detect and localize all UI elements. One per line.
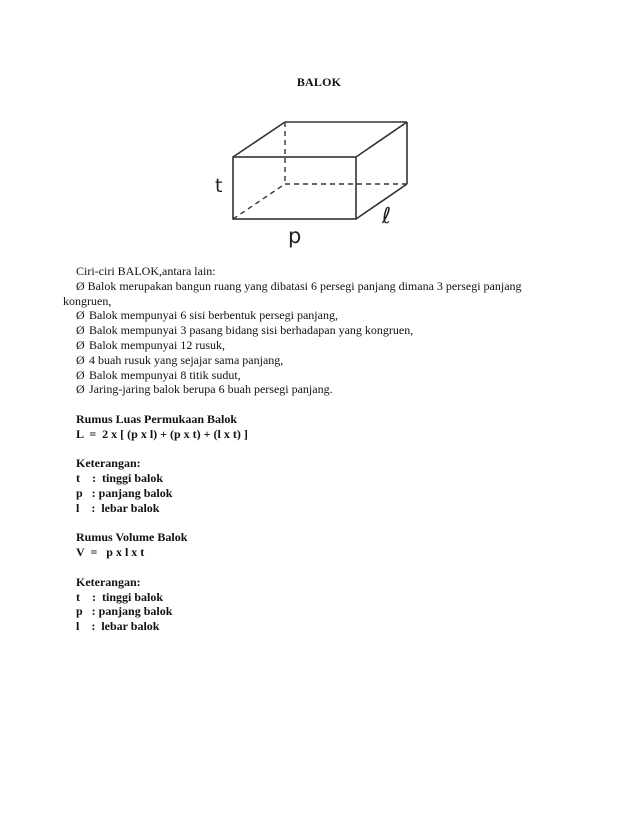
luas-section (76, 412, 566, 442)
list-item (76, 382, 566, 397)
luas-formula: L = 2 x [ (p x l) + (p x t) + (l x t) ] (76, 426, 248, 441)
keterangan-line: p : panjang balok (76, 604, 173, 619)
list-item-text: 4 buah rusuk yang sejajar sama panjang, (89, 352, 284, 367)
list-item (76, 338, 566, 353)
keterangan-line: p : panjang balok (76, 485, 173, 500)
volume-formula: V = p x l x t (76, 545, 145, 560)
label-panjang: p (288, 224, 302, 248)
volume-section (76, 530, 566, 560)
keterangan-line: l : lebar balok (76, 619, 160, 634)
list-item (76, 308, 566, 323)
cuboid-front-face (233, 157, 356, 219)
label-tinggi: t (215, 175, 223, 197)
document-title: BALOK (296, 75, 342, 89)
list-item (76, 368, 566, 383)
cuboid-edge (356, 122, 407, 157)
ciri-list (63, 278, 566, 397)
ciri-intro: Ciri-ciri BALOK,antara lain: (76, 264, 216, 278)
keterangan-line: t : tinggi balok (76, 471, 164, 486)
list-item (76, 353, 566, 368)
list-item-text: Balok mempunyai 6 sisi berbentuk persegi panjang, (89, 308, 338, 323)
bullet-symbol: Ø (76, 382, 85, 397)
keterangan-heading: Keterangan: (76, 456, 141, 471)
cuboid-diagram (205, 108, 430, 253)
keterangan-line: t : tinggi balok (76, 589, 164, 604)
document-body (63, 264, 566, 634)
list-item-text: Balok mempunyai 8 titik sudut, (89, 367, 241, 382)
list-item-text: Balok mempunyai 3 pasang bidang sisi berhadapan yang kongruen, (89, 323, 414, 338)
volume-heading: Rumus Volume Balok (76, 530, 188, 545)
list-item (76, 323, 566, 338)
list-item (63, 278, 566, 309)
label-lebar: ℓ (382, 204, 392, 229)
list-item-text: Jaring-jaring balok berupa 6 buah persegi panjang. (89, 382, 333, 397)
keterangan-heading: Keterangan: (76, 574, 141, 589)
keterangan-line: l : lebar balok (76, 500, 160, 515)
bullet-symbol: Ø (76, 278, 85, 293)
list-item-text: Balok mempunyai 12 rusuk, (89, 337, 225, 352)
volume-keterangan (76, 575, 566, 634)
bullet-symbol: Ø (76, 323, 85, 338)
cuboid-edge (233, 122, 285, 157)
luas-heading: Rumus Luas Permukaan Balok (76, 411, 238, 426)
cuboid-hidden-edge (233, 184, 285, 219)
luas-keterangan (76, 456, 566, 515)
bullet-symbol: Ø (76, 367, 85, 382)
bullet-symbol: Ø (76, 337, 85, 352)
bullet-symbol: Ø (76, 352, 85, 367)
list-item-text: Balok merupakan bangun ruang yang dibatasi 6 persegi panjang dimana 3 persegi panjang kongruen, (63, 278, 522, 308)
bullet-symbol: Ø (76, 308, 85, 323)
